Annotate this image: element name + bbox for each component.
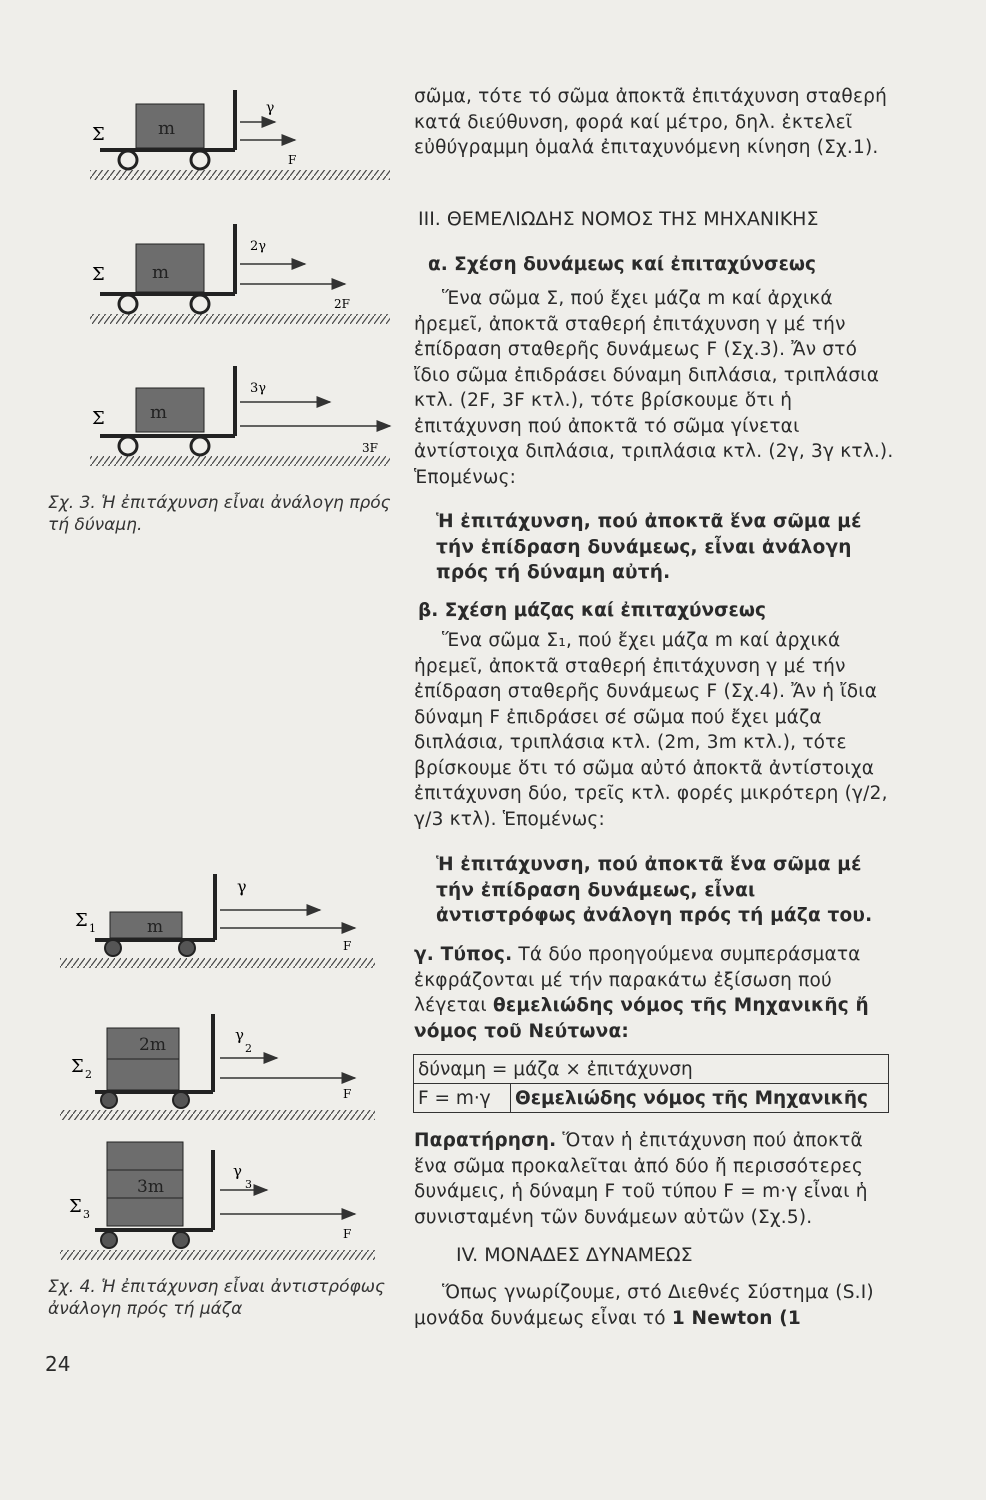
paragraph-2-text: Ἕνα σῶμα Σ, πού ἔχει μάζα m καί ἀρχικά ἠρεμεῖ, ἀποκτᾶ σταθερή ἐπιτάχυνση γ μέ τήν ἐπίδραση σταθερῆς δυνάμεως F (Σχ.3). Ἄν στό ἴδιο σῶμα ἐπιδράσει δύναμη διπλάσια, τριπλάσια κτλ. (2F, 3F κτλ.), τότε βρίσκουμε ὅτι ἡ ἐπιτάχυνση πού ἀποκτᾶ τό σῶμα γίνεται ἀντίστοιχα διπλάσια, τριπλάσια κτλ. (2γ, 3γ κτλ.). Ἑπομένως:	[414, 288, 894, 488]
fig4-accel-label-1: γ	[237, 877, 247, 896]
fig4-body-sub-3: 3	[83, 1208, 90, 1221]
fig3-force-label-2: 2F	[334, 297, 350, 311]
fig4-mass-label-3: 3m	[137, 1177, 164, 1197]
fig4-cart-3	[60, 1142, 375, 1260]
paragraph-3-text: Ἕνα σῶμα Σ₁, πού ἔχει μάζα m καί ἀρχικά ἠρεμεῖ, ἀποκτᾶ σταθερή ἐπιτάχυνση γ μέ τήν ἐπίδραση σταθερῆς δυνάμεως F (Σχ.4). Ἄν ἡ ἴδια δύναμη F ἐπιδράσει σέ σῶμα πού ἔχει μάζα διπλάσια, τριπλάσια κτλ. (2m, 3m κτλ.), τότε βρίσκουμε ὅτι τό σῶμα αὐτό ἀποκτᾶ ἀντίστοιχα ἐπιτάχυνση δύο, τρεῖς κτλ. φορές μικρότερη (γ/2, γ/3 κτλ). Ἑπομένως:	[414, 630, 888, 830]
fig3-body-label-3: Σ	[92, 408, 105, 429]
fig4-mass-label-1: m	[147, 917, 164, 937]
fig4-body-label-2: Σ	[71, 1056, 84, 1077]
fig3-mass-label-1: m	[158, 118, 176, 139]
fig4-accel-label-2: γ	[235, 1026, 244, 1044]
fig4-force-label-1: F	[343, 939, 352, 953]
section-3-heading: III. ΘΕΜΕΛΙΩΔΗΣ ΝΟΜΟΣ ΤΗΣ ΜΗΧΑΝΙΚΗΣ	[418, 208, 819, 230]
paragraph-4	[414, 942, 896, 1044]
fig4-accel-sub-2: 2	[245, 1042, 252, 1055]
fig4-cart-1	[60, 874, 375, 968]
paragraph-3	[414, 628, 896, 832]
fig4-force-label-2: F	[343, 1087, 352, 1101]
paragraph-1	[414, 84, 896, 161]
paragraph-5-bold: 1 Newton (1	[671, 1307, 801, 1329]
note-heading: Παρατήρηση.	[414, 1130, 557, 1151]
paragraph-2	[414, 286, 896, 490]
paragraph-4-text: Τά δύο προηγούμενα συμπεράσματα ἐκφράζονται μέ τήν παρακάτω ἐξίσωση πού λέγεται	[414, 944, 861, 1016]
rule-2-text: Ἡ ἐπιτάχυνση, πού ἀποκτᾶ ἕνα σῶμα μέ τήν ἐπίδραση δυνάμεως, εἶναι ἀντιστρόφως ἀνάλογη πρός τή μάζα του.	[436, 854, 873, 926]
fig3-cart-3	[90, 366, 390, 466]
fig4-body-sub-2: 2	[85, 1068, 92, 1081]
note-text: Ὅταν ἡ ἐπιτάχυνση πού ἀποκτᾶ ἕνα σῶμα προκαλεῖται ἀπό δύο ἤ περισσότερες δυνάμεις, ἡ δύναμη F τοῦ τύπου F = m·γ εἶναι ἡ συνισταμένη τῶν δυνάμεων αὐτῶν (Σχ.5).	[414, 1130, 868, 1228]
rule-1-text: Ἡ ἐπιτάχυνση, πού ἀποκτᾶ ἕνα σῶμα μέ τήν ἐπίδραση δυνάμεως, εἶναι ἀνάλογη πρός τή δύναμη αὐτή.	[436, 511, 862, 583]
paragraph-1-text: σῶμα, τότε τό σῶμα ἀποκτᾶ ἐπιτάχυνση σταθερή κατά διεύθυνση, φορά καί μέτρο, δηλ. ἐκτελεῖ εὐθύγραμμη ὁμαλά ἐπιταχυνόμενη κίνηση (Σχ.1).	[414, 86, 888, 158]
fig4-force-label-3: F	[343, 1227, 352, 1241]
fig3-force-label-1: F	[288, 153, 297, 167]
fig4-accel-sub-3: 3	[245, 1178, 252, 1191]
figure-4-caption: Σχ. 4. Ἡ ἐπιτάχυνση εἶναι ἀντιστρόφως ἀνάλογη πρός τή μάζα	[48, 1277, 385, 1319]
law-name: Θεμελιώδης νόμος τῆς Μηχανικῆς	[511, 1084, 889, 1113]
law-word-equation: δύναμη = μάζα × ἐπιτάχυνση	[414, 1055, 889, 1084]
fig3-body-label-2: Σ	[92, 264, 105, 285]
fig3-accel-label-2: 2γ	[250, 239, 267, 254]
fig3-mass-label-2: m	[152, 262, 170, 283]
law-formula: F = m·γ	[414, 1084, 511, 1113]
paragraph-5-text: Ὅπως γνωρίζουμε, στό Διεθνές Σύστημα (S.I) μονάδα δυνάμεως εἶναι τό	[414, 1282, 874, 1329]
fig4-body-label-3: Σ	[69, 1196, 82, 1217]
section-4-heading: IV. ΜΟΝΑΔΕΣ ΔΥΝΑΜΕΩΣ	[456, 1244, 693, 1266]
paragraph-5	[414, 1280, 896, 1331]
fig4-body-label-1: Σ	[75, 910, 88, 931]
subsection-c-heading: γ. Τύπος.	[414, 944, 513, 965]
figure-3	[80, 80, 400, 480]
fig4-body-sub-1: 1	[89, 922, 96, 935]
fig4-accel-label-3: γ	[233, 1162, 242, 1180]
subsection-a-heading: α. Σχέση δυνάμεως καί ἐπιταχύνσεως	[428, 254, 816, 275]
page-number: 24	[45, 1352, 71, 1376]
fig3-body-label-1: Σ	[92, 124, 105, 145]
paragraph-note	[414, 1128, 896, 1230]
paragraph-4-bold: θεμελιώδης νόμος τῆς Μηχανικῆς ἤ νόμος τοῦ Νεύτωνα:	[414, 995, 869, 1042]
fig3-cart-1	[90, 90, 390, 180]
fig3-cart-2	[90, 224, 390, 324]
fig4-mass-label-2: 2m	[139, 1035, 166, 1055]
fig3-mass-label-3: m	[150, 402, 168, 423]
rule-2	[436, 852, 892, 929]
rule-1	[436, 509, 892, 586]
fig3-force-label-3: 3F	[362, 441, 378, 455]
figure-3-caption: Σχ. 3. Ἡ ἐπιτάχυνση εἶναι ἀνάλογη πρός τή δύναμη.	[48, 493, 391, 535]
newton-law-box	[413, 1054, 889, 1113]
fig3-accel-label-3: 3γ	[250, 381, 267, 396]
fig3-accel-label-1: γ	[266, 100, 275, 116]
fig4-cart-2	[60, 1014, 375, 1120]
subsection-b-heading: β. Σχέση μάζας καί ἐπιταχύνσεως	[418, 600, 766, 621]
figure-4	[55, 870, 385, 1260]
